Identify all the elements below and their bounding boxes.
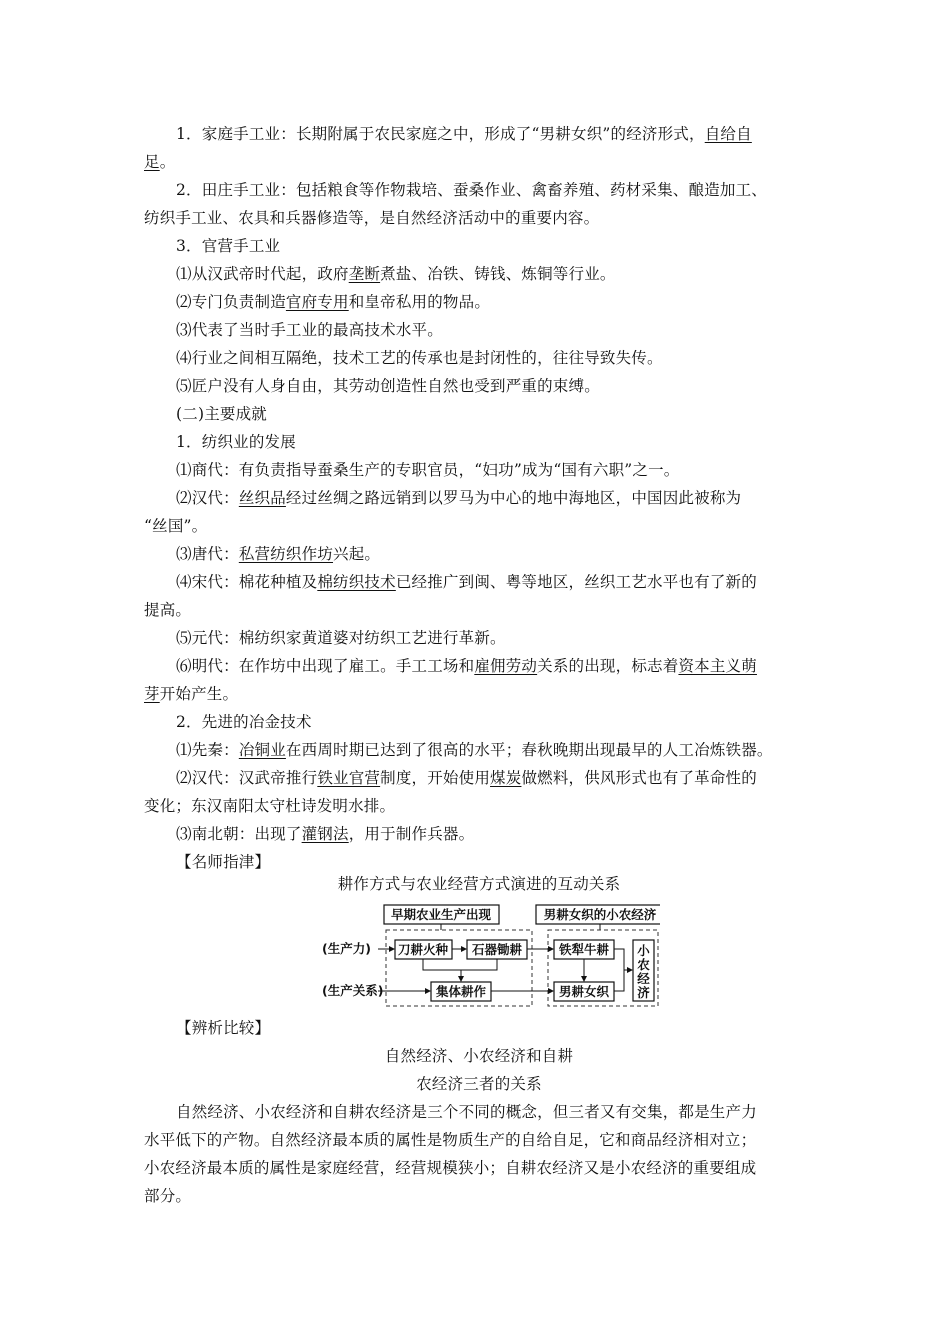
underlined-term: 铁业官营 bbox=[317, 769, 381, 787]
underlined-term: 私营纺织作坊 bbox=[238, 545, 334, 563]
underlined-term: 资本主义萌 bbox=[678, 657, 757, 675]
item-textile-han: ⑵汉代：丝织品经过丝绸之路远销到以罗马为中心的地中海地区，中国因此被称为 bbox=[176, 489, 742, 507]
svg-text:经: 经 bbox=[637, 971, 650, 986]
svg-text:刀耕火种: 刀耕火种 bbox=[397, 942, 449, 957]
group-title-right: 男耕女织的小农经济 bbox=[543, 907, 657, 922]
heading-achievements: (二)主要成就 bbox=[176, 405, 267, 423]
item-textile-ming: ⑹明代：在作坊中出现了雇工。手工工场和雇佣劳动关系的出现，标志着资本主义萌 bbox=[176, 657, 757, 675]
compare-body-1: 自然经济、小农经济和自耕农经济是三个不同的概念，但三者又有交集，都是生产力 bbox=[176, 1103, 757, 1121]
diagram-title: 耕作方式与农业经营方式演进的互动关系 bbox=[337, 875, 621, 893]
item-metal-nanbei: ⑶南北朝：出现了灌钢法，用于制作兵器。 bbox=[176, 825, 475, 843]
heading-metallurgy: 2．先进的冶金技术 bbox=[176, 713, 312, 731]
item-metal-han: ⑵汉代：汉武帝推行铁业官营制度，开始使用煤炭做燃料，供风形式也有了革命性的 bbox=[176, 769, 757, 787]
item-textile-ming-cont: 芽开始产生。 bbox=[144, 685, 239, 703]
row-label-productivity: (生产力) bbox=[322, 941, 371, 956]
heading-textile: 1．纺织业的发展 bbox=[176, 433, 296, 451]
compare-body-3: 小农经济最本质的属性是家庭经营，经营规模狭小；自耕农经济又是小农经济的重要组成 bbox=[144, 1159, 757, 1177]
underlined-term: 官府专用 bbox=[285, 293, 349, 311]
compare-heading: 【辨析比较】 bbox=[176, 1019, 271, 1037]
item-textile-yuan: ⑸元代：棉纺织家黄道婆对纺织工艺进行革新。 bbox=[176, 629, 506, 647]
svg-text:铁犁牛耕: 铁犁牛耕 bbox=[558, 942, 610, 957]
underlined-term: 足 bbox=[144, 153, 160, 171]
compare-title-line2: 农经济三者的关系 bbox=[416, 1075, 542, 1093]
row-label-relations: (生产关系) bbox=[322, 983, 384, 998]
compare-title-line1: 自然经济、小农经济和自耕 bbox=[384, 1047, 574, 1065]
svg-text:济: 济 bbox=[637, 985, 650, 1000]
item-textile-song: ⑷宋代：棉花种植及棉纺织技术已经推广到闽、粤等地区，丝织工艺水平也有了新的 bbox=[176, 573, 757, 591]
underlined-term: 灌钢法 bbox=[301, 825, 349, 843]
underlined-term: 自给自 bbox=[704, 125, 752, 143]
svg-text:农: 农 bbox=[637, 957, 650, 972]
item-official-2: ⑵专门负责制造官府专用和皇帝私用的物品。 bbox=[176, 293, 491, 311]
para-manor-handicraft: 2．田庄手工业：包括粮食等作物栽培、蚕桑作业、禽畜养殖、药材采集、酿造加工、 bbox=[176, 181, 767, 199]
flow-diagram-svg bbox=[320, 898, 660, 1010]
item-textile-tang: ⑶唐代：私营纺织作坊兴起。 bbox=[176, 545, 381, 563]
underlined-term: 冶铜业 bbox=[238, 741, 286, 759]
para-family-handicraft: 1．家庭手工业：长期附属于农民家庭之中，形成了“男耕女织”的经济形式，自给自 bbox=[176, 125, 752, 143]
item-textile-shang: ⑴商代：有负责指导蚕桑生产的专职官员，“妇功”成为“国有六职”之一。 bbox=[176, 461, 680, 479]
underlined-term: 棉纺织技术 bbox=[317, 573, 396, 591]
flow-diagram bbox=[320, 898, 660, 1010]
underlined-term: 丝织品 bbox=[238, 489, 286, 507]
underlined-term: 芽 bbox=[144, 685, 160, 703]
item-official-5: ⑸匠户没有人身自由，其劳动创造性自然也受到严重的束缚。 bbox=[176, 377, 600, 395]
svg-text:集体耕作: 集体耕作 bbox=[435, 984, 487, 999]
item-metal-preqin: ⑴先秦：冶铜业在西周时期已达到了很高的水平；春秋晚期出现最早的人工冶炼铁器。 bbox=[176, 741, 773, 759]
tip-heading: 【名师指津】 bbox=[176, 853, 271, 871]
heading-official-handicraft: 3．官营手工业 bbox=[176, 237, 281, 255]
item-textile-song-cont: 提高。 bbox=[144, 601, 192, 619]
para-family-handicraft-cont: 足。 bbox=[144, 153, 176, 171]
underlined-term: 煤炭 bbox=[490, 769, 522, 787]
item-textile-han-cont: “丝国”。 bbox=[144, 517, 208, 535]
item-official-1: ⑴从汉武帝时代起，政府垄断煮盐、冶铁、铸钱、炼铜等行业。 bbox=[176, 265, 616, 283]
item-metal-han-cont: 变化；东汉南阳太守杜诗发明水排。 bbox=[144, 797, 396, 815]
underlined-term: 雇佣劳动 bbox=[474, 657, 538, 675]
svg-text:小: 小 bbox=[637, 943, 650, 958]
compare-body-4: 部分。 bbox=[144, 1187, 192, 1205]
svg-text:石器锄耕: 石器锄耕 bbox=[471, 942, 523, 957]
group-title-left: 早期农业生产出现 bbox=[390, 907, 492, 922]
item-official-3: ⑶代表了当时手工业的最高技术水平。 bbox=[176, 321, 443, 339]
item-official-4: ⑷行业之间相互隔绝，技术工艺的传承也是封闭性的，往往导致失传。 bbox=[176, 349, 663, 367]
para-manor-handicraft-cont: 纺织手工业、农具和兵器修造等，是自然经济活动中的重要内容。 bbox=[144, 209, 600, 227]
underlined-term: 垄断 bbox=[348, 265, 381, 283]
svg-text:男耕女织: 男耕女织 bbox=[558, 984, 610, 999]
compare-body-2: 水平低下的产物。自然经济最本质的属性是物质生产的自给自足，它和商品经济相对立； bbox=[144, 1131, 757, 1149]
